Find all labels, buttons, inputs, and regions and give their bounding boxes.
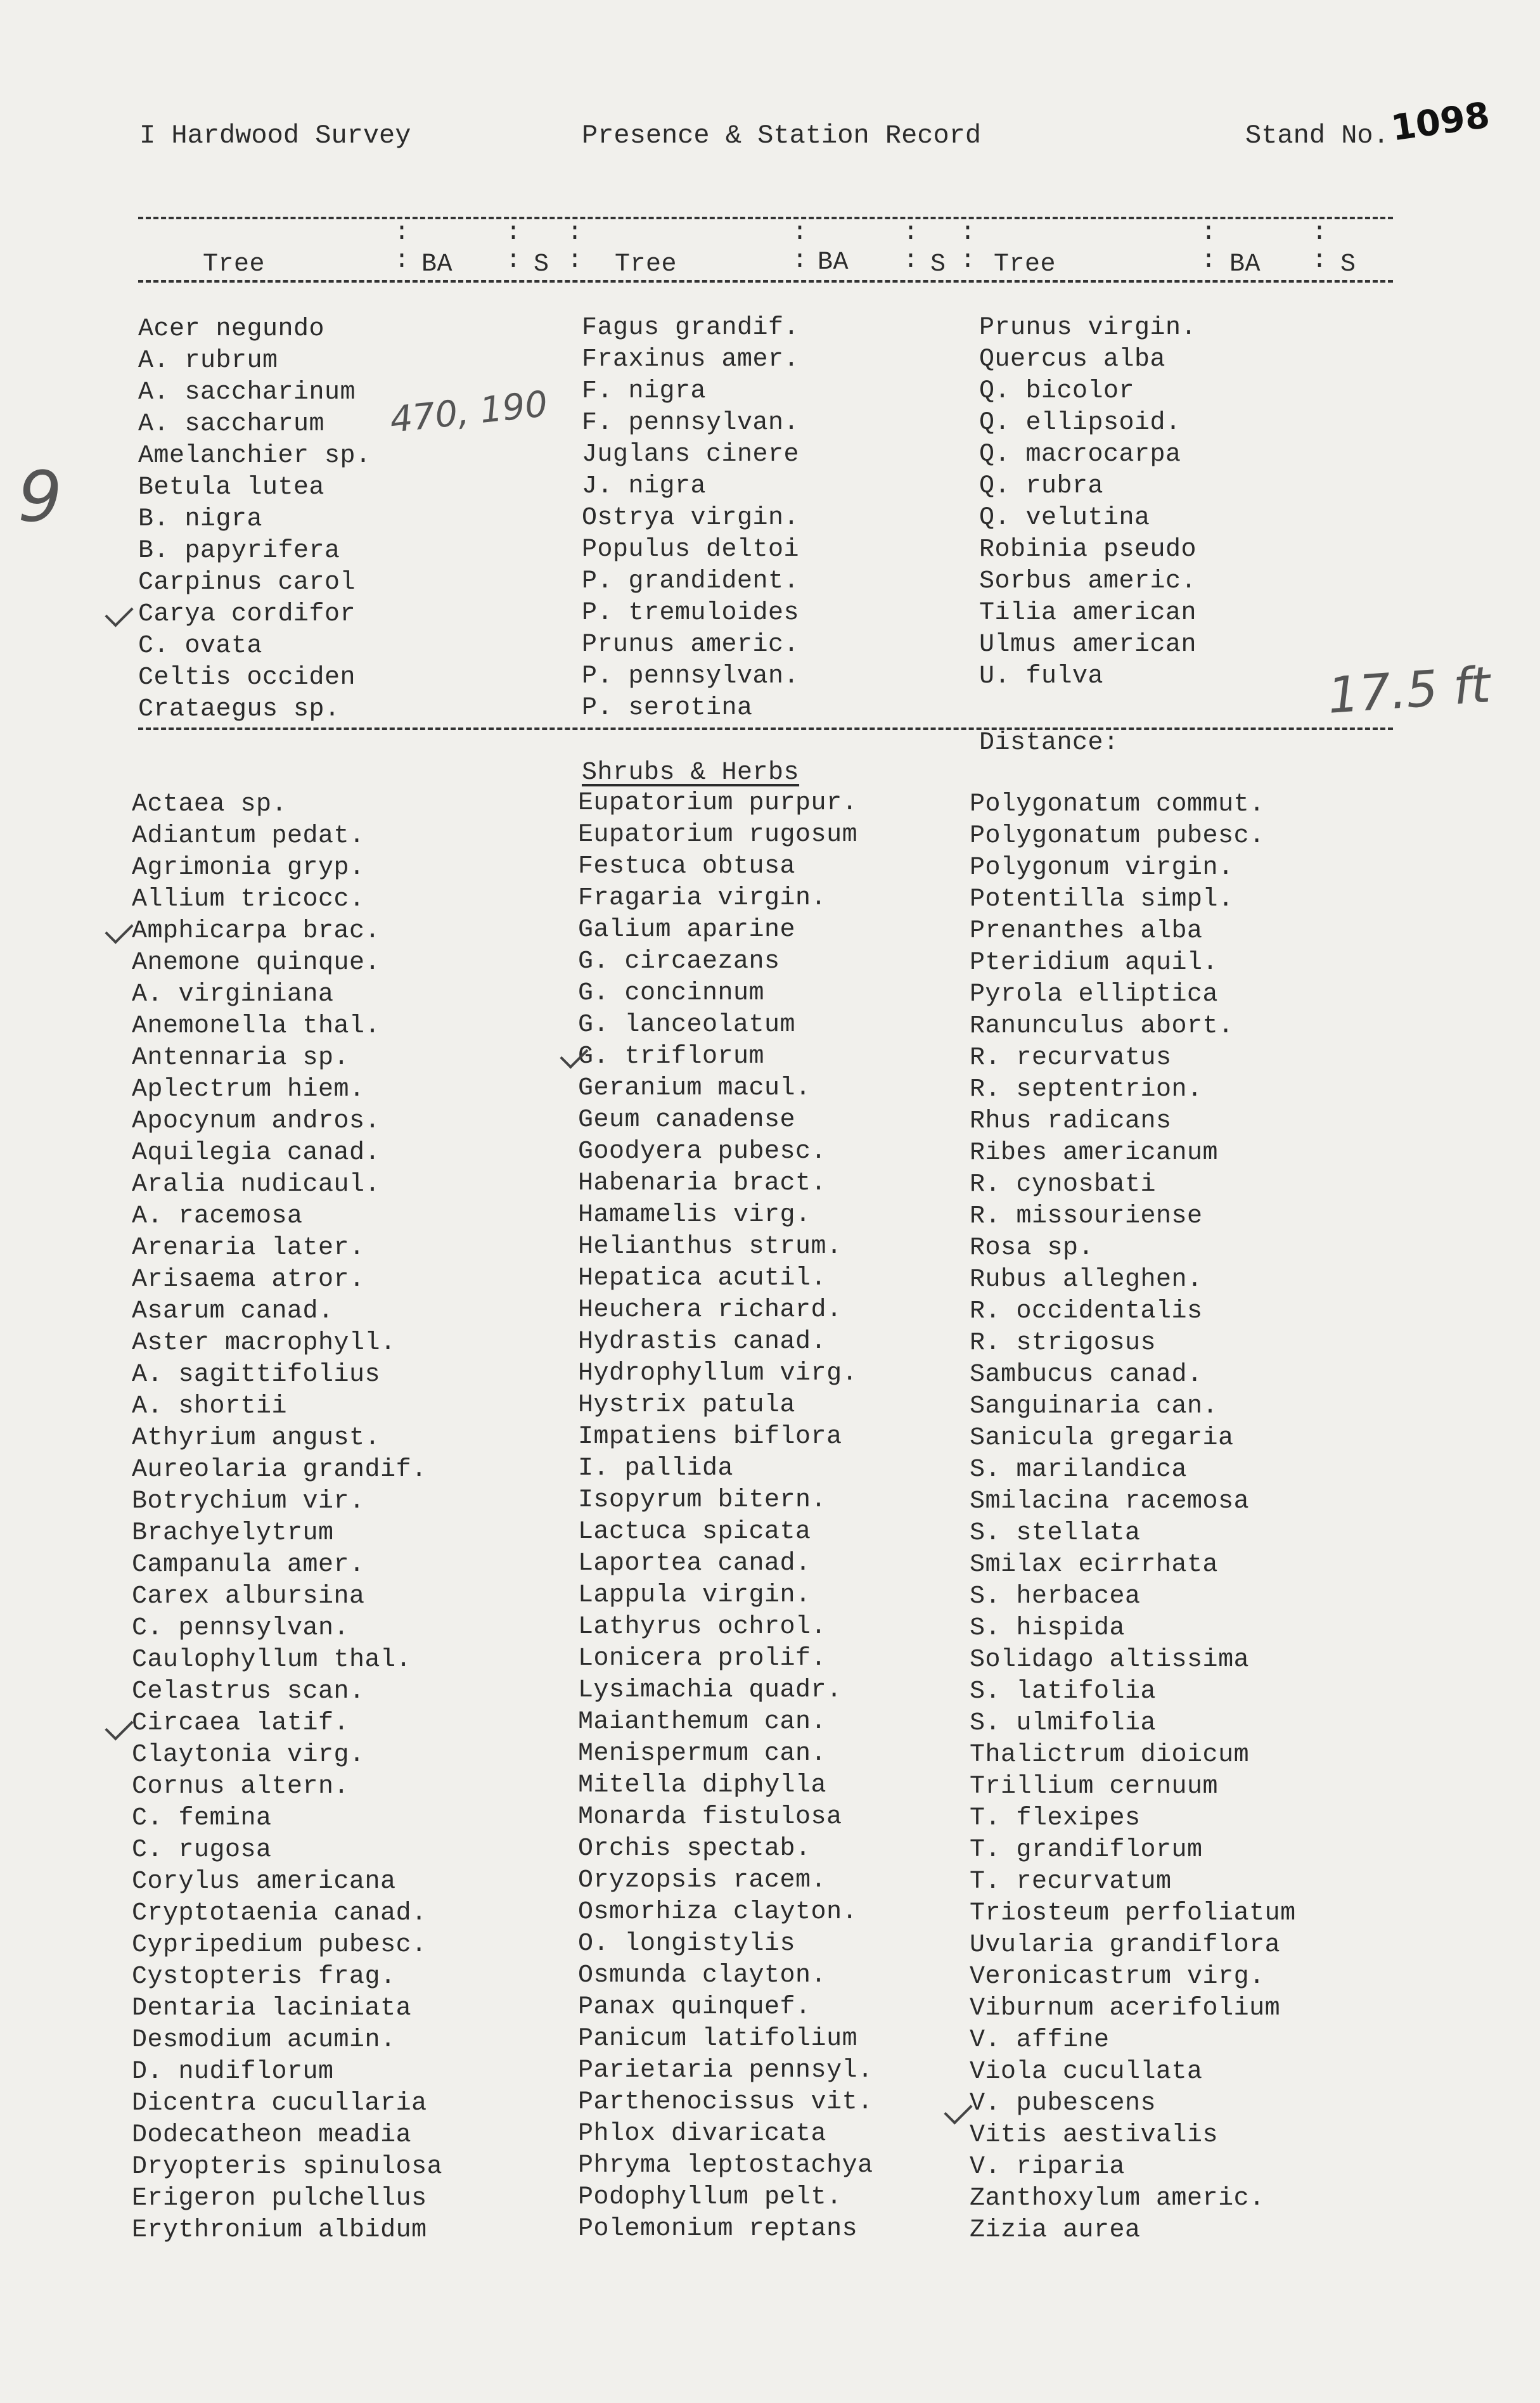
herb-species: V. riparia — [970, 2153, 1126, 2181]
herb-species: Athyrium angust. — [132, 1424, 381, 1452]
herb-species: Dicentra cucullaria — [132, 2089, 427, 2118]
herb-species: S. hispida — [970, 1614, 1126, 1643]
tree-species: Carya cordifor — [138, 600, 356, 629]
herb-species: Lonicera prolif. — [578, 1644, 827, 1673]
herb-species: Antennaria sp. — [132, 1044, 350, 1072]
tree-species: A. rubrum — [138, 347, 278, 375]
herb-species: Asarum canad. — [132, 1297, 334, 1326]
herb-species: R. occidentalis — [970, 1297, 1203, 1326]
tree-species: Fagus grandif. — [582, 314, 800, 342]
survey-title: I Hardwood Survey — [139, 120, 411, 151]
tree-species: Betula lutea — [138, 473, 325, 502]
tree-table-header-rule — [138, 280, 1393, 283]
herb-species: Eupatorium purpur. — [578, 789, 858, 817]
herb-species: Campanula amer. — [132, 1551, 365, 1579]
herb-species: Veronicastrum virg. — [970, 1963, 1265, 1991]
herb-species: G. concinnum — [578, 979, 765, 1008]
herb-species: Anemone quinque. — [132, 949, 381, 977]
herb-species: G. lanceolatum — [578, 1011, 796, 1039]
herb-species: Aster macrophyll. — [132, 1329, 396, 1357]
col-separator: : : — [1201, 219, 1217, 275]
herb-species: Aplectrum hiem. — [132, 1075, 365, 1104]
herb-species: V. affine — [970, 2026, 1110, 2054]
stand-label: Stand No. — [1245, 120, 1389, 151]
tree-species: A. saccharinum — [138, 378, 356, 407]
tree-species: Q. velutina — [979, 504, 1150, 532]
checkmark-icon — [105, 1712, 133, 1740]
herb-species: Fragaria virgin. — [578, 884, 827, 913]
herb-species: Prenanthes alba — [970, 917, 1203, 945]
tree-species: Quercus alba — [979, 345, 1166, 374]
tree-header-1: Tree — [203, 250, 266, 279]
tree-species: Robinia pseudo — [979, 535, 1197, 564]
tree-species: Celtis occiden — [138, 663, 356, 692]
handwritten-distance: 17.5 ft — [1326, 657, 1492, 725]
herb-species: Aralia nudicaul. — [132, 1170, 381, 1199]
tree-species: Ostrya virgin. — [582, 504, 800, 532]
col-separator: : : — [567, 219, 583, 275]
herb-species: T. flexipes — [970, 1804, 1141, 1833]
herb-species: Cornus altern. — [132, 1772, 350, 1801]
col-separator: : : — [506, 219, 522, 275]
tree-species: Amelanchier sp. — [138, 442, 371, 470]
herb-species: Rhus radicans — [970, 1107, 1172, 1136]
herb-species: Cryptotaenia canad. — [132, 1899, 427, 1928]
herb-species: Hydrophyllum virg. — [578, 1359, 858, 1388]
herb-species: O. longistylis — [578, 1930, 796, 1958]
tree-species: Fraxinus amer. — [582, 345, 800, 374]
col-separator: : : — [960, 219, 976, 275]
herb-species: Goodyera pubesc. — [578, 1137, 827, 1166]
herb-species: Anemonella thal. — [132, 1012, 381, 1041]
herb-species: Erigeron pulchellus — [132, 2184, 427, 2213]
herb-species: R. cynosbati — [970, 1170, 1157, 1199]
ba-header-3: BA — [1229, 250, 1261, 279]
herb-species: Desmodium acumin. — [132, 2026, 396, 2054]
herb-species: Smilacina racemosa — [970, 1487, 1250, 1516]
herb-species: G. triflorum — [578, 1042, 765, 1071]
herb-species: Mitella diphylla — [578, 1771, 827, 1800]
herb-species: Zizia aurea — [970, 2216, 1141, 2245]
herb-species: Lappula virgin. — [578, 1581, 811, 1610]
herb-species: V. pubescens — [970, 2089, 1157, 2118]
checkmark-icon — [105, 598, 133, 627]
herb-list-col1 — [132, 789, 442, 2246]
trees-bottom-rule — [138, 727, 1393, 730]
s-header-3: S — [1340, 250, 1356, 279]
herb-species: C. pennsylvan. — [132, 1614, 350, 1643]
col-separator: : : — [1312, 219, 1328, 275]
ba-header-2: BA — [818, 248, 849, 277]
tree-species: P. grandident. — [582, 567, 800, 596]
herb-species: A. sagittifolius — [132, 1361, 381, 1389]
tree-header-2: Tree — [615, 250, 677, 279]
herb-species: Helianthus strum. — [578, 1233, 842, 1261]
tree-species: F. pennsylvan. — [582, 409, 800, 437]
tree-species: Carpinus carol — [138, 568, 356, 597]
herb-species: Lactuca spicata — [578, 1518, 811, 1546]
tree-species: J. nigra — [582, 472, 707, 501]
herb-species: Orchis spectab. — [578, 1835, 811, 1863]
herb-species: Corylus americana — [132, 1868, 396, 1896]
herb-species: Phlox divaricata — [578, 2120, 827, 2148]
herb-species: Oryzopsis racem. — [578, 1866, 827, 1895]
herb-species: Cystopteris frag. — [132, 1963, 396, 1991]
herb-species: Festuca obtusa — [578, 852, 796, 881]
herb-species: Rubus alleghen. — [970, 1266, 1203, 1294]
herb-species: S. herbacea — [970, 1582, 1141, 1611]
herb-species: D. nudiflorum — [132, 2058, 334, 2086]
herb-species: Hepatica acutil. — [578, 1264, 827, 1293]
herb-species: C. rugosa — [132, 1836, 272, 1864]
herb-species: T. grandiflorum — [970, 1836, 1203, 1864]
herb-species: Polygonatum pubesc. — [970, 822, 1265, 850]
tree-species: Q. macrocarpa — [979, 440, 1181, 469]
herb-species: S. marilandica — [970, 1456, 1188, 1484]
herb-species: Caulophyllum thal. — [132, 1646, 412, 1674]
distance-label: Distance: — [979, 729, 1119, 757]
herb-species: Arisaema atror. — [132, 1266, 365, 1294]
herb-species: Potentilla simpl. — [970, 885, 1234, 914]
herb-species: Viola cucullata — [970, 2058, 1203, 2086]
handwritten-margin-number: 9 — [18, 456, 62, 537]
herb-species: S. latifolia — [970, 1677, 1157, 1706]
tree-species: Prunus virgin. — [979, 314, 1197, 342]
herb-species: I. pallida — [578, 1454, 734, 1483]
herb-species: Actaea sp. — [132, 790, 288, 819]
herb-species: Parietaria pennsyl. — [578, 2056, 873, 2085]
herb-species: Phryma leptostachya — [578, 2151, 873, 2180]
herb-species: Laportea canad. — [578, 1549, 811, 1578]
herb-species: Sanicula gregaria — [970, 1424, 1234, 1452]
s-header-1: S — [534, 250, 549, 279]
herb-species: Menispermum can. — [578, 1740, 827, 1768]
herb-species: Aureolaria grandif. — [132, 1456, 427, 1484]
herb-species: A. virginiana — [132, 980, 334, 1009]
tree-species: Populus deltoi — [582, 535, 800, 564]
tree-species: P. tremuloides — [582, 599, 800, 627]
herb-species: R. recurvatus — [970, 1044, 1172, 1072]
herb-species: Osmunda clayton. — [578, 1961, 827, 1990]
herb-species: Rosa sp. — [970, 1234, 1094, 1262]
herb-species: Dryopteris spinulosa — [132, 2153, 443, 2181]
herb-species: Panicum latifolium — [578, 2025, 858, 2053]
herb-species: Lathyrus ochrol. — [578, 1613, 827, 1641]
tree-species: U. fulva — [979, 662, 1104, 691]
handwritten-ba-note: 470, 190 — [388, 383, 550, 441]
herb-species: R. strigosus — [970, 1329, 1157, 1357]
tree-header-3: Tree — [994, 250, 1056, 279]
tree-species: Sorbus americ. — [979, 567, 1197, 596]
herb-species: Vitis aestivalis — [970, 2121, 1219, 2150]
herb-species: Thalictrum dioicum — [970, 1741, 1250, 1769]
herb-species: Amphicarpa brac. — [132, 917, 381, 945]
checkmark-icon — [105, 915, 133, 944]
herb-species: Zanthoxylum americ. — [970, 2184, 1265, 2213]
herb-species: Dentaria laciniata — [132, 1994, 412, 2023]
tree-list-col2 — [582, 312, 799, 724]
herb-species: Viburnum acerifolium — [970, 1994, 1281, 2023]
herb-species: Galium aparine — [578, 916, 796, 944]
herb-list-col3 — [970, 789, 1296, 2246]
herb-species: Agrimonia gryp. — [132, 854, 365, 882]
herb-species: A. shortii — [132, 1392, 288, 1421]
tree-species: Tilia american — [979, 599, 1197, 627]
col-separator: : : — [903, 219, 919, 275]
herb-species: Celastrus scan. — [132, 1677, 365, 1706]
record-title: Presence & Station Record — [582, 120, 982, 151]
stand-number: 1098 — [1389, 94, 1492, 150]
tree-list-col3 — [979, 312, 1197, 693]
herb-species: S. stellata — [970, 1519, 1141, 1548]
s-header-2: S — [930, 250, 946, 279]
tree-list-col1 — [138, 314, 371, 726]
herb-species: Circaea latif. — [132, 1709, 350, 1738]
herb-species: Heuchera richard. — [578, 1296, 842, 1324]
herb-species: Claytonia virg. — [132, 1741, 365, 1769]
herb-list-col2 — [578, 788, 873, 2245]
herb-species: Hystrix patula — [578, 1391, 796, 1419]
herb-species: Allium tricocc. — [132, 885, 365, 914]
checkmark-icon — [944, 2096, 972, 2124]
herb-species: Cypripedium pubesc. — [132, 1931, 427, 1959]
tree-species: Prunus americ. — [582, 631, 800, 659]
herb-species: Pyrola elliptica — [970, 980, 1219, 1009]
herb-species: Adiantum pedat. — [132, 822, 365, 850]
herb-species: Brachyelytrum — [132, 1519, 334, 1548]
herb-species: R. missouriense — [970, 1202, 1203, 1231]
herb-species: Botrychium vir. — [132, 1487, 365, 1516]
herb-species: Carex albursina — [132, 1582, 365, 1611]
herb-species: Habenaria bract. — [578, 1169, 827, 1198]
herb-species: Hamamelis virg. — [578, 1201, 811, 1229]
herb-species: Sambucus canad. — [970, 1361, 1203, 1389]
tree-species: Q. ellipsoid. — [979, 409, 1181, 437]
herb-species: T. recurvatum — [970, 1868, 1172, 1896]
herb-species: Geranium macul. — [578, 1074, 811, 1103]
herb-species: Isopyrum bitern. — [578, 1486, 827, 1515]
herb-species: Smilax ecirrhata — [970, 1551, 1219, 1579]
tree-species: B. papyrifera — [138, 537, 340, 565]
herb-species: Lysimachia quadr. — [578, 1676, 842, 1705]
herb-species: S. ulmifolia — [970, 1709, 1157, 1738]
herb-species: C. femina — [132, 1804, 272, 1833]
herb-species: Podophyllum pelt. — [578, 2183, 842, 2212]
tree-species: Crataegus sp. — [138, 695, 340, 724]
herb-species: Ribes americanum — [970, 1139, 1219, 1167]
col-separator: : : — [792, 219, 808, 275]
herb-species: Osmorhiza clayton. — [578, 1898, 858, 1926]
tree-species: Juglans cinere — [582, 440, 800, 469]
tree-species: Acer negundo — [138, 315, 325, 343]
col-separator: : : — [394, 219, 410, 275]
herb-species: Polygonum virgin. — [970, 854, 1234, 882]
herb-species: Hydrastis canad. — [578, 1328, 827, 1356]
ba-header-1: BA — [421, 250, 453, 279]
herb-species: Pteridium aquil. — [970, 949, 1219, 977]
herb-species: Uvularia grandiflora — [970, 1931, 1281, 1959]
herb-species: Sanguinaria can. — [970, 1392, 1219, 1421]
herb-species: Aquilegia canad. — [132, 1139, 381, 1167]
tree-species: Ulmus american — [979, 631, 1197, 659]
herb-species: Solidago altissima — [970, 1646, 1250, 1674]
herb-species: Polemonium reptans — [578, 2215, 858, 2243]
herb-species: Parthenocissus vit. — [578, 2088, 873, 2117]
herb-species: Monarda fistulosa — [578, 1803, 842, 1831]
tree-species: B. nigra — [138, 505, 263, 534]
tree-species: Q. rubra — [979, 472, 1104, 501]
herb-species: Ranunculus abort. — [970, 1012, 1234, 1041]
shrubs-herbs-heading: Shrubs & Herbs — [582, 759, 800, 787]
herb-species: Trillium cernuum — [970, 1772, 1219, 1801]
herb-species: A. racemosa — [132, 1202, 303, 1231]
herb-species: Geum canadense — [578, 1106, 796, 1134]
tree-species: F. nigra — [582, 377, 707, 406]
herb-species: Erythronium albidum — [132, 2216, 427, 2245]
tree-species: Q. bicolor — [979, 377, 1135, 406]
herb-species: Maianthemum can. — [578, 1708, 827, 1736]
herb-species: Dodecatheon meadia — [132, 2121, 412, 2150]
herb-species: Triosteum perfoliatum — [970, 1899, 1296, 1928]
herb-species: R. septentrion. — [970, 1075, 1203, 1104]
tree-species: A. saccharum — [138, 410, 325, 439]
herb-species: Panax quinquef. — [578, 1993, 811, 2022]
herb-species: Arenaria later. — [132, 1234, 365, 1262]
tree-species: P. serotina — [582, 694, 753, 722]
tree-species: P. pennsylvan. — [582, 662, 800, 691]
tree-species: C. ovata — [138, 632, 263, 660]
herb-species: G. circaezans — [578, 947, 780, 976]
herb-species: Apocynum andros. — [132, 1107, 381, 1136]
herb-species: Impatiens biflora — [578, 1423, 842, 1451]
herb-species: Eupatorium rugosum — [578, 821, 858, 849]
herb-species: Polygonatum commut. — [970, 790, 1265, 819]
